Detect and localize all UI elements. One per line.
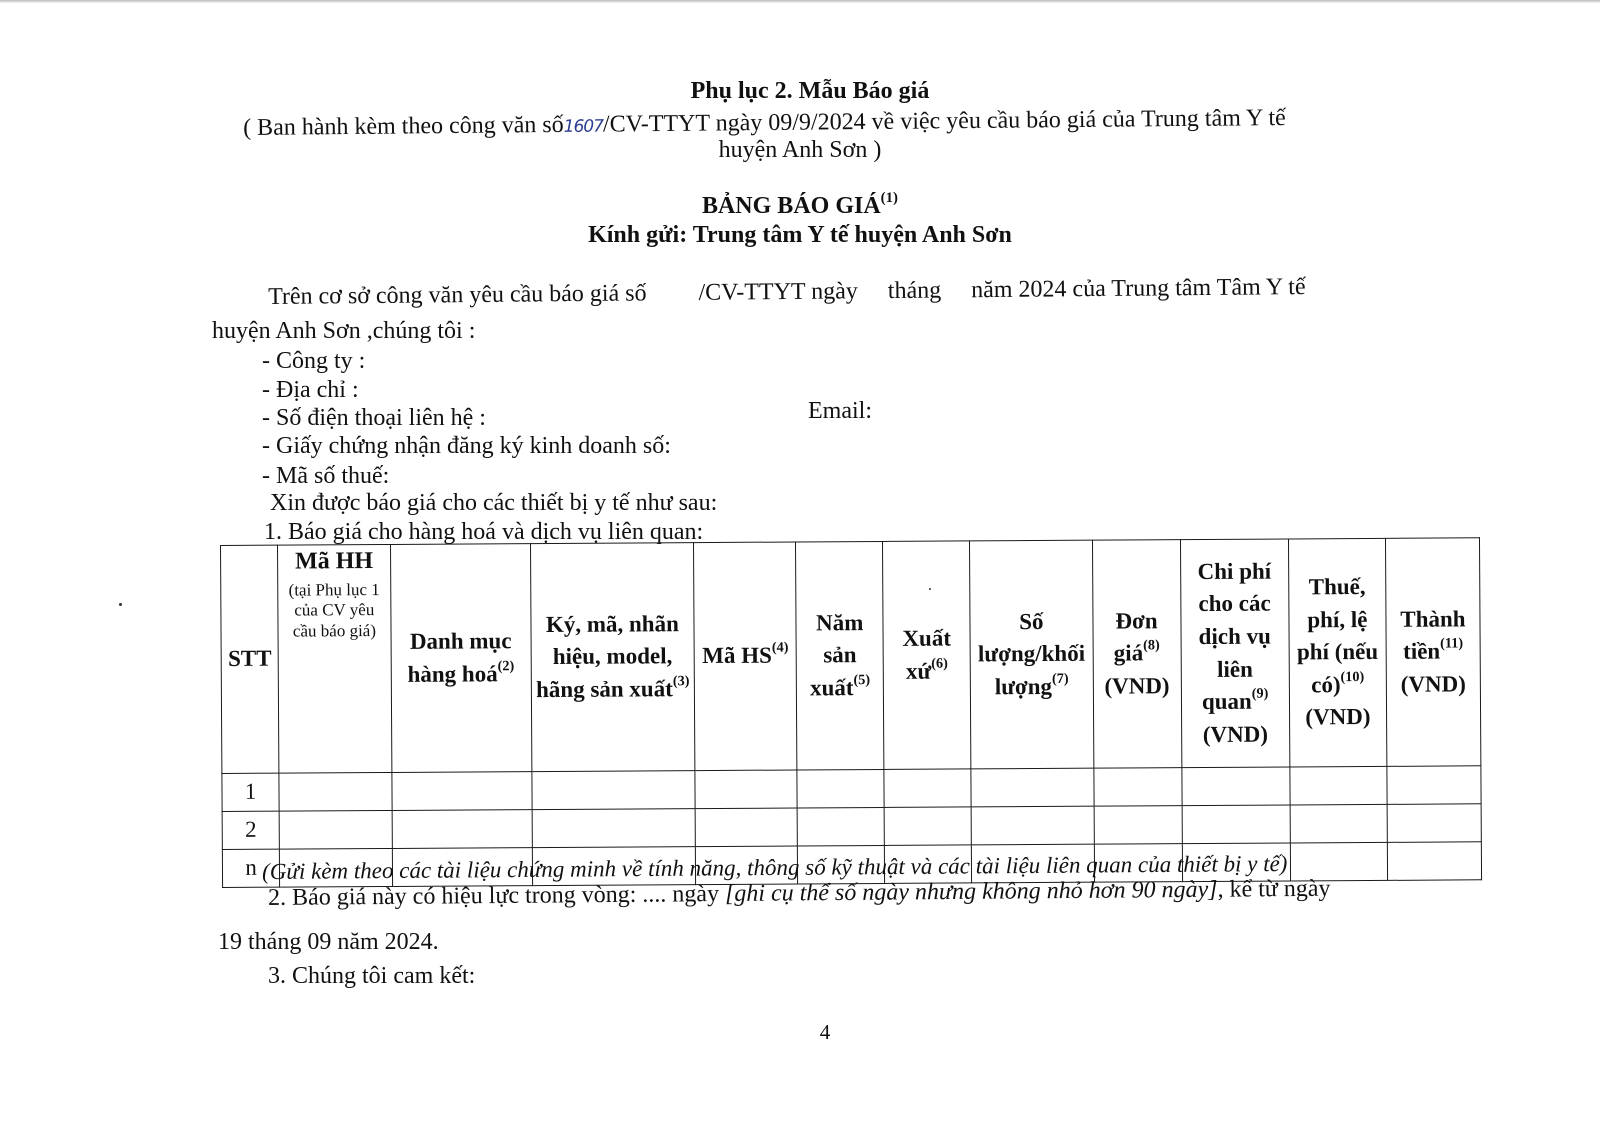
scan-speck (119, 603, 122, 606)
row-stt: n (222, 849, 279, 887)
validity-prefix: 2. Báo giá này có hiệu lực trong vòng: .... ngày (268, 881, 726, 911)
table-cell[interactable] (884, 769, 971, 808)
col-header-xuat-xu: Xuất xứ$^{(6)}$ (883, 541, 971, 770)
table-cell[interactable] (1387, 766, 1481, 805)
handwritten-doc-number: 1607 (563, 116, 604, 137)
validity-line-2: 19 tháng 09 năm 2024. (218, 929, 439, 955)
table-header-row (221, 538, 1481, 774)
col-header-ma-hh (278, 544, 392, 773)
col-header-so-luong: Số lượng/khối lượng$^{(7)}$ (970, 540, 1094, 769)
table-cell[interactable] (1094, 768, 1182, 807)
col-header-thue: Thuế, phí, lệ phí (nếu có)$^{(10)}$ (VND) (1288, 538, 1386, 767)
table-cell[interactable] (1094, 806, 1182, 845)
table-cell[interactable] (884, 807, 971, 846)
table-cell[interactable] (1387, 842, 1481, 881)
intro-line-2: huyện Anh Sơn ,chúng tôi : (212, 318, 476, 344)
section-1-heading: 1. Báo giá cho hàng hoá và dịch vụ liên quan: (264, 519, 704, 545)
validity-suffix: , kể từ ngày (1217, 875, 1331, 903)
table-cell[interactable] (971, 768, 1094, 807)
col-header-stt: STT (221, 545, 280, 773)
scan-top-edge (0, 0, 1600, 3)
tax-line: - Mã số thuế: (262, 463, 390, 489)
col-header-thanh-tien: Thành tiền$^{(11)}$ (VND) (1385, 538, 1480, 767)
quote-title-note: (1) (880, 189, 899, 206)
table-cell[interactable] (279, 772, 392, 811)
table-cell[interactable] (1181, 767, 1290, 806)
table-cell[interactable] (971, 806, 1094, 845)
phone-line: - Số điện thoại liên hệ : (262, 405, 486, 431)
license-line: - Giấy chứng nhận đăng ký kinh doanh số: (262, 433, 671, 459)
col-header-nam-sx: Năm sản xuất$^{(5)}$ (796, 541, 884, 770)
row-stt: 1 (222, 773, 279, 811)
recipient-line: Kính gửi: Trung tâm Y tế huyện Anh Sơn (588, 222, 1012, 248)
table-cell[interactable] (797, 769, 884, 808)
table-cell[interactable] (532, 809, 696, 848)
issued-line-suffix: /CV-TTYT ngày 09/9/2024 về việc yêu cầu báo giá của Trung tâm Y tế (602, 104, 1286, 138)
table-cell[interactable] (532, 771, 696, 810)
table-cell[interactable] (695, 808, 797, 847)
col-header-chi-phi: Chi phí cho các dịch vụ liên quan$^{(9)}$ (VND) (1180, 539, 1290, 768)
quote-title: BẢNG BÁO GIÁ$^{(1)}$ (701, 189, 899, 219)
col-header-ky-ma: Ký, mã, nhãn hiệu, model, hãng sản xuất$^{(3)}$ (530, 543, 695, 772)
intro-part-4: năm 2024 của Trung tâm Tâm Y tế (971, 274, 1306, 304)
col-header-ma-hh-label: Mã HH (294, 548, 374, 575)
col-header-ma-hh-note: (tại Phụ lục 1 của CV yêu cầu báo giá) (288, 579, 380, 641)
commit-line: 3. Chúng tôi cam kết: (268, 963, 476, 989)
row-stt: 2 (222, 811, 279, 849)
table-cell[interactable] (279, 810, 392, 849)
col-header-ma-hs: Mã HS$^{(4)}$ (694, 542, 798, 771)
table-cell[interactable] (695, 770, 797, 809)
quote-table (220, 537, 1482, 888)
table-cell[interactable] (1290, 804, 1387, 843)
intro-part-2: /CV-TTYT ngày (698, 278, 858, 306)
col-header-don-gia: Đơn giá$^{(8)}$ (VND) (1092, 540, 1181, 769)
table-cell[interactable] (797, 807, 884, 846)
issued-line-2: huyện Anh Sơn ) (718, 137, 882, 163)
table-cell[interactable] (1387, 804, 1481, 843)
company-line: - Công ty : (262, 348, 366, 374)
table-cell[interactable] (392, 772, 532, 811)
intro-part-3: tháng (887, 277, 942, 305)
scan-speck (929, 588, 931, 590)
page-number: 4 (819, 1020, 831, 1044)
request-line: Xin được báo giá cho các thiết bị y tế như sau: (270, 490, 718, 516)
issued-line-prefix: ( Ban hành kèm theo công văn số (243, 111, 564, 141)
validity-italic: [ghi cụ thể số ngày nhưng không nhỏ hơn 90 ngày] (724, 876, 1218, 908)
table-cell[interactable] (1182, 805, 1291, 844)
email-line: Email: (808, 398, 872, 424)
attachment-note: (Gửi kèm theo các tài liệu chứng minh về tính năng, thông số kỹ thuật và các tài liệu liên quan của thiết bị y tế) (262, 850, 1288, 884)
intro-line (268, 274, 1306, 311)
intro-part-1: Trên cơ sở công văn yêu cầu báo giá số (268, 280, 647, 310)
table-cell[interactable] (392, 810, 532, 849)
table-cell[interactable] (1290, 766, 1387, 805)
col-header-danh-muc: Danh mục hàng hoá$^{(2)}$ (390, 544, 531, 773)
appendix-title: Phụ lục 2. Mẫu Báo giá (690, 78, 930, 104)
address-line: - Địa chỉ : (262, 377, 359, 403)
